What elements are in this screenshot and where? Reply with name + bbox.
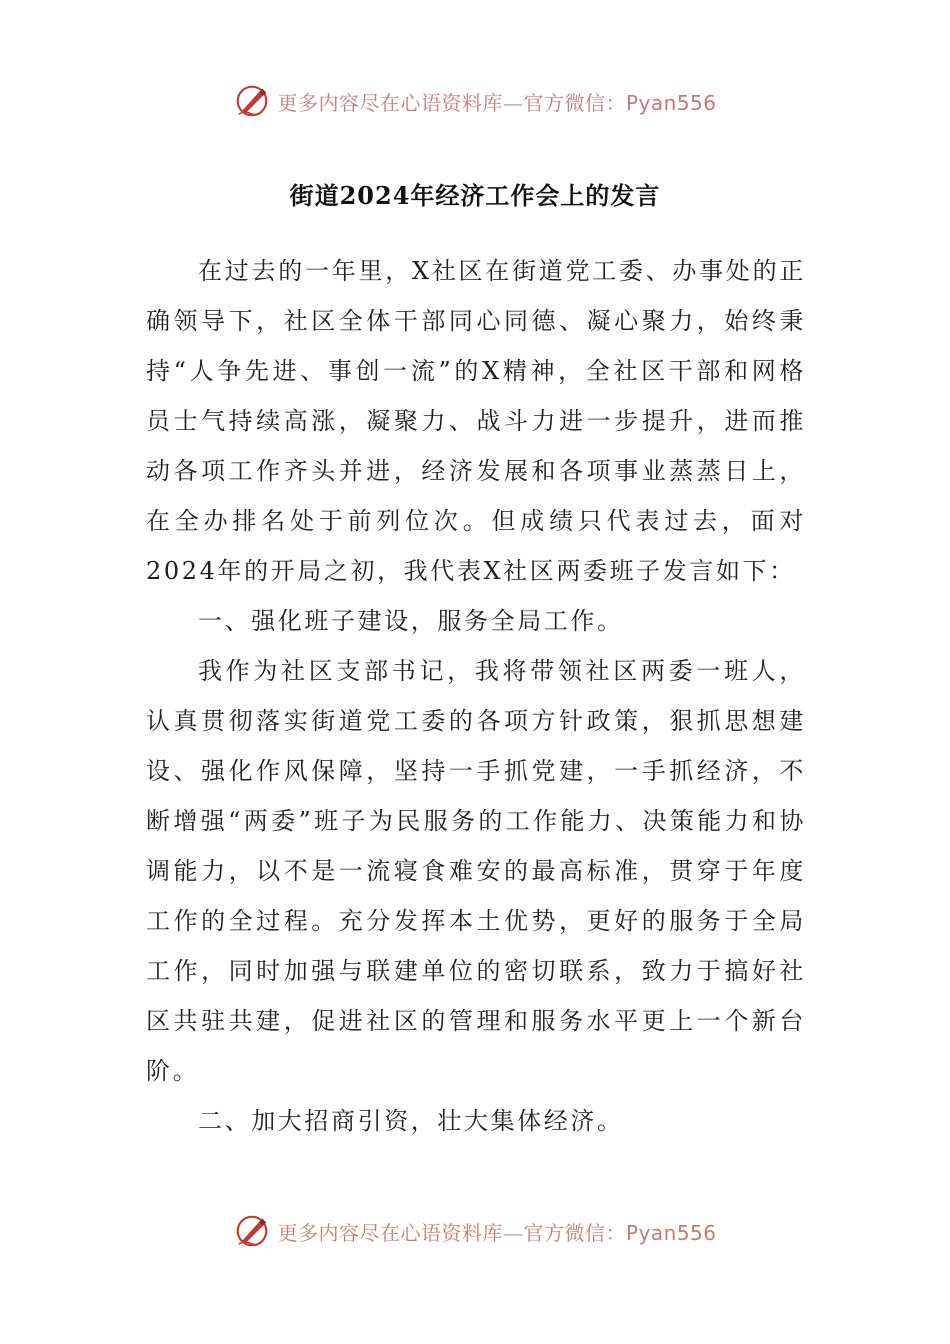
pen-circle-logo-icon <box>233 1212 271 1250</box>
paragraph-section-1: 我作为社区支部书记，我将带领社区两委一班人，认真贯彻落实街道党工委的各项方针政策，狠抓思想建设、强化作风保障，坚持一手抓党建，一手抓经济，不断增强“两委”班子为民服务的工作能力、决策能力和协调能力，以不是一流寝食难安的最高标准，贯穿于年度工作的全过程。充分发挥本土优势，更好的服务于全局工作，同时加强与联建单位的密切联系，致力于搞好社区共驻共建，促进社区的管理和服务水平更上一个新台阶。 <box>146 657 806 1085</box>
section-heading-1: 一、强化班子建设，服务全局工作。 <box>198 607 624 635</box>
watermark-text: 更多内容尽在心语资料库—官方微信：Pyan556 <box>277 90 717 115</box>
document-title: 街道2024年经济工作会上的发言 <box>289 181 661 210</box>
watermark-text: 更多内容尽在心语资料库—官方微信：Pyan556 <box>277 1220 717 1245</box>
document-body <box>146 246 806 1146</box>
section-heading-2: 二、加大招商引资，壮大集体经济。 <box>198 1107 624 1135</box>
paragraph-intro: 在过去的一年里，X社区在街道党工委、办事处的正确领导下，社区全体干部同心同德、凝心聚力，始终秉持“人争先进、事创一流”的X精神，全社区干部和网格员士气持续高涨，凝聚力、战斗力进一步提升，进而推动各项工作齐头并进，经济发展和各项事业蒸蒸日上，在全办排名处于前列位次。但成绩只代表过去，面对2024年的开局之初，我代表X社区两委班子发言如下： <box>146 257 806 585</box>
header-watermark <box>0 82 950 120</box>
pen-circle-logo-icon <box>233 82 271 120</box>
footer-watermark <box>0 1212 950 1250</box>
